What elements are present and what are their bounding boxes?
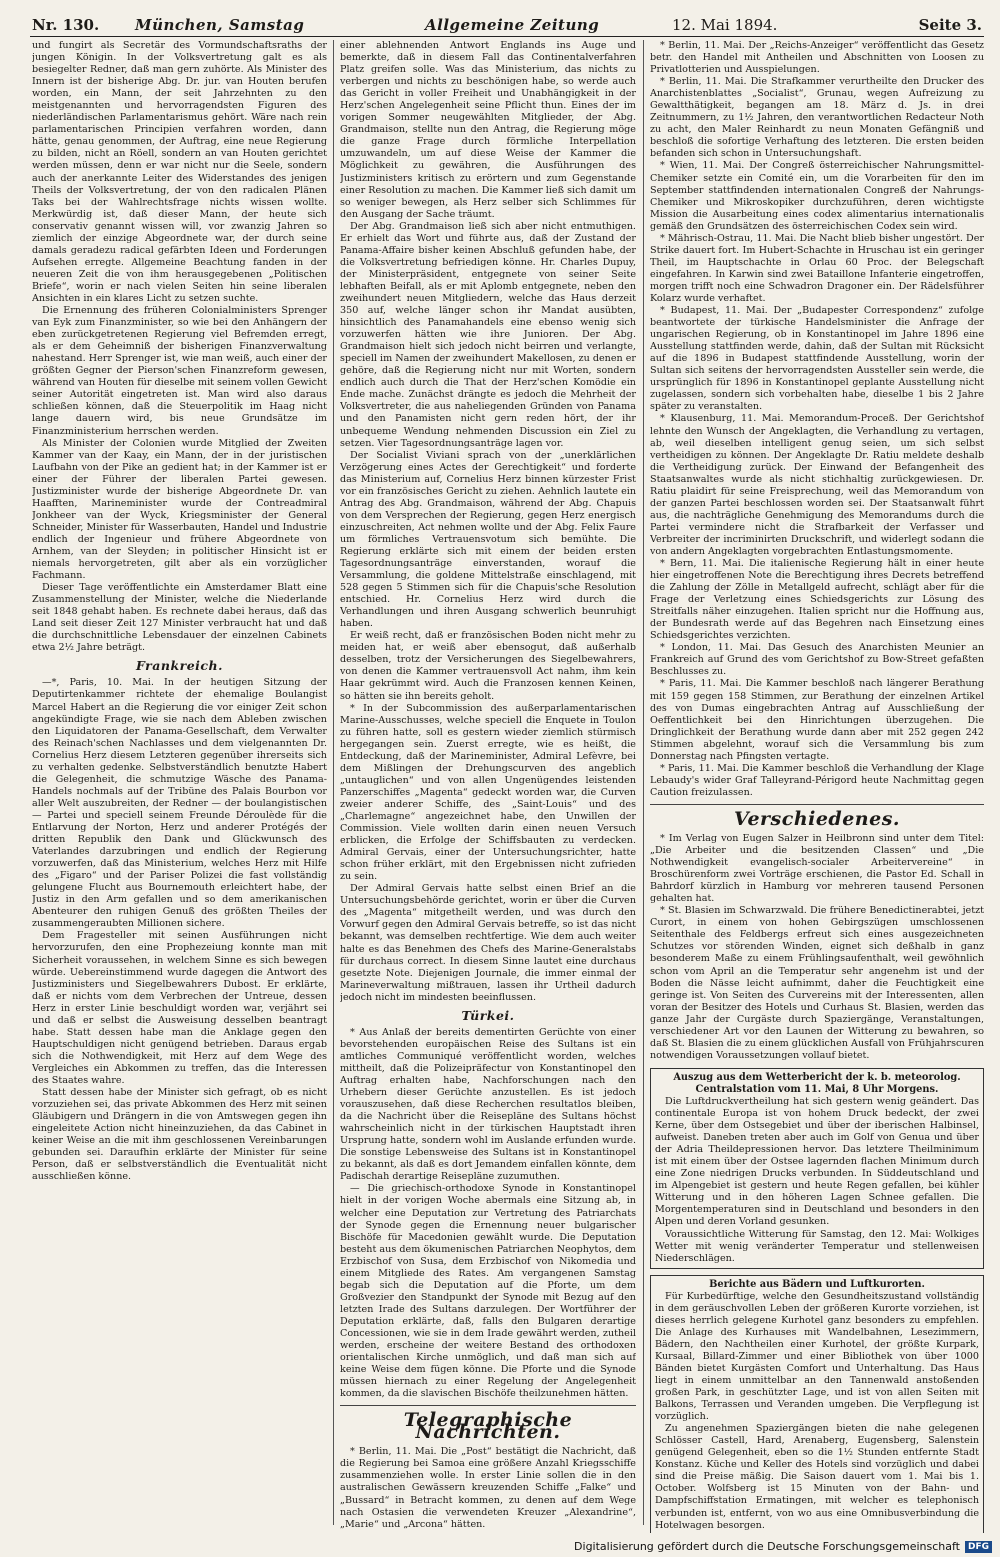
column-divider [333,40,334,1525]
page-number: Seite 3. [918,16,982,34]
article-paragraph: und fungirt als Secretär des Vormundschaftsraths der jungen Königin. In der Volksvertretung galt es als besiegelter Redner, daß man gern zuhörte. Als Minister des Innern ist der bisherige Abg. Dr. jur. van Houten berufen worden, ein Mann, der seit Jahrzehnten zu den meistgenannten und hervorragendsten Figuren des niederländischen Parlamentarismus gehört. Wäre nach rein parlamentarischen Principien verfahren worden, dann hätte, genau genommen, der Auftrag, eine neue Regierung zu bilden, nicht an Röell, sondern an van Houten gerichtet werden müssen, denn er war nicht nur die Seele, sondern auch der anerkannte Leiter des Widerstandes des jenigen Theils der Volksvertretung, der von den radicalen Plänen Taks bei der Wahlrechtsfrage nichts wissen wollte. Merkwürdig ist, daß dieser Mann, der heute sich conservativ genannt wissen will, vor zwanzig Jahren so ziemlich der einzige Abgeordnete war, der durch seine damals geradezu radical gefärbten Ideen und Forderungen Aufsehen erregte. Allgemeine Beachtung fanden in der neueren Zeit die von ihm herausgegebenen „Politischen Briefe“, worin er nach vielen Seiten hin seine liberalen Ansichten in ein klares Licht zu setzen suchte. [32,40,327,304]
weather-report-heading: Auszug aus dem Wetterbericht der k. b. meteorolog. Centralstation vom 11. Mai, 8 Uhr Morgens. [673,1071,961,1095]
section-heading-tuerkei: Türkei. [461,1007,515,1023]
article-paragraph: * In der Subcommission des außerparlamentarischen Marine-Ausschusses, welche speciell die Enquete in Toulon zu führen hatte, soll es gestern wieder ziemlich stürmisch hergegangen sein. Zuerst erregte, wie es heißt, die Entdeckung, daß der Marineminister, Admiral Lefèvre, bei dem Mißlingen der Drehungscurven des angeblich „untauglichen“ und von allen Ungenügendes leistenden Panzerschiffes „Magenta“ gedeckt worden war, die Curven zweier anderer Schiffe, des „Saint-Louis“ und des „Charlemagne“ angezeichnet habe, den Unwillen der Commission. Viele wollten darin einen neuen Versuch erblicken, die Erfolge der Schiffsbauten zu verdecken. Admiral Gervais, einer der Untersuchungsrichter, hatte schon früher erklärt, mit den Ergebnissen nicht zufrieden zu sein. [340,702,636,883]
telegram-item: * Bern, 11. Mai. Die italienische Regierung hält in einer heute hier eingetroffenen Note die Berechtigung ihres Decrets betreffend die Zahlung der Zölle in Metallgeld aufrecht, schlägt aber für die Frage der Verletzung eines Schiedsgerichts zur Lösung des Streitfalls näher einzugehen. Italien spricht nur die Hoffnung aus, der Bundesrath werde auf das Begehren nach Einsetzung eines Schiedsgerichtes verzichten. [650,558,984,642]
article-paragraph: Als Minister der Colonien wurde Mitglied der Zweiten Kammer van der Kaay, ein Mann, der in der juristischen Laufbahn von der Pike an gedient hat; in der Kammer ist er einer der Führer der liberalen Partei gewesen. Justizminister wurde der bisherige Abgeordnete Dr. van Haafften, Marineminister wurde der Contreadmiral Jonkheer van der Wyck, Kriegsminister der General Schneider, Minister für Wasserbauten, Handel und Industrie endlich der Ingenieur und frühere Abgeordnete von Arnhem, van der Sleyden; in politischer Hinsicht ist er niemals hervorgetreten, gilt aber als ein vorzüglicher Fachmann. [32,437,327,582]
place-day: München, Samstag [135,16,305,34]
masthead [30,14,984,37]
article-paragraph: * Im Verlag von Eugen Salzer in Heilbronn sind unter dem Titel: „Die Arbeiter und die besitzenden Classen“ und „Die Nothwendigkeit evangelisch-socialer Arbeitervereine“ in Broschürenform zwei Vorträge erschienen, die Pastor Ed. Schall in Bahrdorf kürzlich in Hamburg vor mehreren tausend Personen gehalten hat. [650,833,984,905]
section-rule [650,804,984,805]
telegram-item: * Budapest, 11. Mai. Der „Budapester Correspondenz“ zufolge beantwortete der türkische Handelsminister die Anfrage der ungarischen Regierung, ob in Konstantinopel im Jahre 1896 eine Ausstellung stattfinden werde, dahin, daß der Sultan mit Rücksicht auf die 1896 in Budapest stattfindende Ausstellung, worin der Sultan sich seitens der hervorragendsten Aussteller sein werde, die ursprünglich für 1896 in Konstantinopel geplante Ausstellung nicht zugelassen, sondern sich vorbehalten habe, dieselbe 1 bis 2 Jahre später zu veranstalten. [650,305,984,413]
dfg-logo: DFG [965,1541,992,1553]
issue-number: Nr. 130. [32,16,100,34]
article-paragraph: Statt dessen habe der Minister sich gefragt, ob es nicht vorzuziehen sei, das private Abkommen des Herz mit seinen Gläubigern und Drängern in die von Amtswegen gegen ihn eingeleitete Action nicht hineinzuziehen, da das Cabinet in keiner Weise an die mit ihm geschlossenen Vereinbarungen gebunden sei. Daraufhin erklärte der Minister für seine Person, daß er selbstverständlich die Eventualität nicht ausschließen könne. [32,1087,327,1183]
newspaper-title: Allgemeine Zeitung [425,16,600,34]
telegram-item: * Berlin, 11. Mai. Die Strafkammer verurtheilte den Drucker des Anarchistenblattes „Socialist“, Grunau, wegen Aufreizung zu Gewaltthätigkeit, begangen am 18. März d. Js. in drei Zeitnummern, zu 1½ Jahren, den verantwortlichen Redacteur Noth zu acht, den Maler Reinhardt zu neun Monaten Gefängniß und beschloß die sofortige Verhaftung des letzteren. Die ersten beiden befanden sich schon in Untersuchungshaft. [650,76,984,160]
weather-forecast-text: Voraussichtliche Witterung für Samstag, den 12. Mai: Wolkiges Wetter mit wenig veränderter Temperatur und stellenweisen Niederschlägen. [655,1228,979,1264]
spa-reports-heading: Berichte aus Bädern und Luftkurorten. [709,1278,925,1290]
article-paragraph: Dem Fragesteller mit seinen Ausführungen nicht hervorzurufen, den eine Prophezeiung konnte man mit Sicherheit voraussehen, in welchem Sinne es sich bewegen würde. Uebereinstimmend wurde dagegen die Antwort des Justizministers und Siegelbewahrers Dubost. Er erklärte, daß er nichts vom dem Verbrechen der Untreue, dessen Herz in erster Linie beschuldigt worden war, verjährt sei und daß er selbst die Ausweisung desselben beantragt habe. Statt dessen habe man die Anklage gegen den Hauptschuldigen nicht genügend betrieben. Daraus ergab sich die Nothwendigkeit, mit Herz auf dem Wege des Vergleiches ein Abkommen zu treffen, das die Interessen des Staates wahre. [32,930,327,1086]
article-paragraph: Er weiß recht, daß er französischen Boden nicht mehr zu meiden hat, er weiß aber ebensogut, daß außerhalb desselben, trotz der Versicherungen des Siegelbewahrers, von denen die Kammer vertrauensvoll Act nahm, ihm kein Haar gekrümmt wird. Auch die Franzosen kennen Keinen, so hätten sie ihn bereits geholt. [340,630,636,702]
article-paragraph: einer ablehnenden Antwort Englands ins Auge und bemerkte, daß in diesem Fall das Continentalverfahren Platz greifen solle. Was das Ministerium, das nichts zu verbergen und nichts zu beschönigen habe, so werde auch das Gericht in voller Freiheit und Unabhängigkeit in der Herz'schen Angelegenheit seine Pflicht thun. Eines der im vorigen Sommer neugewählten Mitglieder, der Abg. Grandmaison, stellte nun den Antrag, die Regierung möge die ganze Frage durch förmliche Interpellation umzuwandeln, um auf diese Weise der Kammer die Möglichkeit zu gewähren, die Ausführungen des Justizministers kritisch zu erörtern und zum Gegenstande einer Resolution zu machen. Die Kammer ließ sich damit um so weniger bewegen, als Herz selber sich Schlimmes für den Ausgang der Sache träumt. [340,40,636,220]
digitization-credit: Digitalisierung gefördert durch die Deutsche Forschungsgemeinschaft [574,1540,960,1553]
section-heading-telegraphische-nachrichten: Telegraphische Nachrichten. [403,1409,573,1444]
weather-report-box [650,1068,984,1269]
column-3 [650,40,984,1533]
telegram-item: * Mährisch-Ostrau, 11. Mai. Die Nacht blieb bisher ungestört. Der Strike dauert fort. Im Hubert-Schachte in Hruschau ist ein geringer Theil, im Hauptschachte in Orlau 60 Proc. der Belegschaft eingefahren. In Karwin sind zwei Bataillone Infanterie eingetroffen, morgen trifft noch eine Schwadron Dragoner ein. Der Rädelsführer Kolarz wurde verhaftet. [650,232,984,304]
article-paragraph: — Die griechisch-orthodoxe Synode in Konstantinopel hielt in der vorigen Woche abermals eine Sitzung ab, in welcher eine Deputation zur Vertretung des Patriarchats der Synode gegen die Ernennung neuer bulgarischer Bischöfe für Macedonien gewählt wurde. Die Deputation besteht aus dem ökumenischen Patriarchen Neophytos, dem Erzbischof von Susa, dem Erzbischof von Nikomedia und einem Mitgliede des Rates. Am vergangenen Samstag begab sich die Deputation auf die Pforte, um dem Großvezier den Standpunkt der Synode mit Bezug auf den letzten Irade des Sultans darzulegen. Der Wortführer der Deputation erklärte, daß, falls den Bulgaren derartige Concessionen, wie sie in dem Irade gewährt werden, zutheil werden, erscheine der weitere Bestand des orthodoxen orientalischen Kirche unmöglich, und daß man sich auf keine Weise dem fügen könne. Die Pforte und die Synode müssen hiernach zu einer Regelung der Angelegenheit kommen, da die slavischen Bischöfe theilzunehmen hätten. [340,1183,636,1400]
spa-reports-text: Für Kurbedürftige, welche den Gesundheitszustand vollständig in dem geräuschvollen Leben der größeren Kurorte vorziehen, ist dieses herrlich gelegene Kurhotel ganz besonders zu empfehlen. Die Anlage des Kurhauses mit Wandelbahnen, Lesezimmern, Bädern, den Nachtheilen einer Kurhotel, der größte Kurpark, Kursaal, Billard-Zimmer und einer Bibliothek von über 1000 Bänden bietet Kurgästen Comfort und Unterhaltung. Das Haus liegt in einem unmittelbar an den Tannenwald anstoßenden großen Park, in geschützter Lage, und ist von allen Seiten mit Balkons, Terrassen und Veranden umgeben. Die Verpflegung ist vorzüglich. [655,1290,979,1423]
article-paragraph: —*, Paris, 10. Mai. In der heutigen Sitzung der Deputirtenkammer richtete der ehemalige Boulangist Marcel Habert an die Regierung die vor einiger Zeit schon angekündigte Frage, wie sie nach dem Ableben zwischen den Liquidatoren der Panama-Gesellschaft, dem Verwalter des Reinach'schen Nachlasses und dem vielgenannten Dr. Cornelius Herz diesem Letzteren gegenüber ihrerseits sich zu verhalten gedenke. Selbstverständlich benutzte Habert die Gelegenheit, die schmutzige Wäsche des Panama-Handels nochmals auf der Tribüne des Palais Bourbon vor aller Welt auszubreiten, der Redner — der boulangistischen — Partei und speciell seinem Freunde Déroulède für die Entlarvung der Norton, Herz und anderer Protégés der dritten Republik den Dank und Glückwunsch des Vaterlandes darzubringen und endlich der Regierung vorzuwerfen, daß das Ministerium, welches Herz mit Hilfe des „Figaro“ und der Pariser Polizei die fast vollständig gelungene Flucht aus Bournemouth erleichtert habe, der Justiz in den Arm gefallen und so dem amerikanischen Abenteurer den ruhigen Genuß des größten Theiles der zusammengeraubten Millionen sichere. [32,677,327,930]
section-heading-verschiedenes: Verschiedenes. [733,807,901,830]
spa-reports-text: Zu angenehmen Spaziergängen bieten die nahe gelegenen Schlösser Castell, Hard, Arenaberg, Eugensberg, Salenstein genügend Gelegenheit, eben so die 1½ Stunden entfernte Stadt Konstanz. Küche und Keller des Hotels sind vorzüglich und dabei sind die Preise mäßig. Die Saison dauert vom 1. Mai bis 1. October. Wolfsberg ist 15 Minuten von der Bahn- und Dampfschiffstation Ermatingen, mit welcher es telephonisch verbunden ist, entfernt, von wo aus eine Omnibusverbindung die Hotelwagen besorgen. [655,1423,979,1531]
section-rule [340,1405,636,1406]
column-1 [32,40,327,1533]
article-paragraph: * St. Blasien im Schwarzwald. Die frühere Benedictinerabtei, jetzt Curort, in einem von hohen Gebirgszügen umschlossenen Seitenthale des Feldbergs erfreut sich eines ausgezeichneten Schutzes vor störenden Winden, eignet sich deßhalb in ganz besonderem Maße zu einem Frühlingsaufenthalt, weil gewöhnlich schon vom April an die Temperatur sehr angenehm ist und der Boden die Nässe leicht aufnimmt, daher die Feuchtigkeit eine geringe ist. Von Seiten des Curvereins mit der Interessenten, allen voran der Besitzer des Hotels und Curhaus St. Blasien, werden das ganze Jahr der Curgäste durch Spaziergänge, Veranstaltungen, verschiedener Art vor den Launen der Witterung zu bewahren, so daß St. Blasien die zu einem glücklichen Ausfall von Frühjahrscuren notwendigen Voraussetzungen vollauf bietet. [650,905,984,1061]
telegram-item: * Paris, 11. Mai. Die Kammer beschloß die Verhandlung der Klage Lebaudy's wider Graf Talleyrand-Périgord heute Nachmittag gegen Caution freizulassen. [650,762,984,798]
telegram-item: * Berlin, 11. Mai. Der „Reichs-Anzeiger“ veröffentlicht das Gesetz betr. den Handel mit Antheilen und Abschnitten von Loosen zu Privatlotterien und Ausspielungen. [650,40,984,76]
telegram-item: * Paris, 11. Mai. Die Kammer beschloß nach längerer Berathung mit 159 gegen 158 Stimmen, zur Berathung der einzelnen Artikel des von Dumas eingebrachten Antrag auf Ausschließung der Oeffentlichkeit bei den Hinrichtungen überzugehen. Die Dringlichkeit der Berathung wurde dann aber mit 252 gegen 242 Stimmen abgelehnt, worauf sich die Versammlung bis zum Donnerstag nach Pfingsten vertagte. [650,678,984,762]
article-paragraph: Der Abg. Grandmaison ließ sich aber nicht entmuthigen. Er erhielt das Wort und führte aus, daß der Zustand der Panama-Affaire bisher keinen Abschluß gefunden habe, der die Volksvertretung befriedigen könne. Hr. Charles Dupuy, der Ministerpräsident, entgegnete von seiner Seite lebhaften Beifall, als er mit Aplomb entgegnete, neben den zweihundert neuen Mitgliedern, welche das Haus derzeit 350 auf, welche länger schon ihr Mandat ausübten, hinsichtlich des Panamahandels eine ebenso wenig sich vorzuwerfen hätten wie ihre Junioren. Der Abg. Grandmaison hielt sich jedoch nicht beirren und verlangte, speciell im Namen der zweihundert Makellosen, zu denen er gehöre, daß die Regierung nicht nur mit Worten, sondern endlich auch durch die That der Herz'schen Komödie ein Ende mache. Zunächst drängte es jedoch die Mehrheit der Volksvertreter, die aus naheliegenden Gründen von Panama und den Panamisten nicht gern reden hört, der ihr unbequeme Wendung nehmenden Discussion ein Ziel zu setzen. Vier Tagesordnungsanträge lagen vor. [340,220,636,449]
article-paragraph: Der Admiral Gervais hatte selbst einen Brief an die Untersuchungsbehörde gerichtet, worin er über die Curven des „Magenta“ mitgetheilt werden, und was durch den Vorwurf gegen den Admiral Gervais betreffe, so ist das nicht bekannt, was demselben rechtfertige. Wie dem auch weiter halte es das Benehmen des Chefs des Marine-Generalstabs für durchaus correct. In diesem Sinne lautet eine durchaus gesetzte Note. Diejenigen Journale, die immer einmal der Marineverwaltung mißtrauen, lassen ihr Urtheil dadurch jedoch nicht im mindesten beeinflussen. [340,883,636,1003]
telegram-item: * Klausenburg, 11. Mai. Memorandum-Proceß. Der Gerichtshof lehnte den Wunsch der Angeklagten, die Verhandlung zu vertagen, ab, weil dieselben intelligent genug seien, um sich selbst vertheidigen zu können. Der Angeklagte Dr. Ratiu meldete deshalb die Vertheidigung zurück. Der Einwand der Befangenheit des Staatsanwaltes wurde als nicht stichhaltig zurückgewiesen. Dr. Ratiu plaidirt für seine Freisprechung, weil das Memorandum von der ganzen Partei beschlossen worden sei. Der Staatsanwalt führt aus, die nachträgliche Genehmigung des Memorandums durch die Partei vermindere nicht die Strafbarkeit der Verfasser und Verbreiter der incriminirten Druckschrift, und widerlegt sodann die von andern Angeklagten vorgebrachten Entlastungsmomente. [650,413,984,557]
section-heading-frankreich: Frankreich. [136,658,223,674]
spa-reports-box [650,1275,984,1533]
telegram-item: * London, 11. Mai. Das Gesuch des Anarchisten Meunier an Frankreich auf Grund des vom Gerichtshof zu Bow-Street gefaßten Beschlusses zu. [650,642,984,678]
weather-report-text: Die Luftdruckvertheilung hat sich gestern wenig geändert. Das continentale Europa ist von hohem Druck bedeckt, der zwei Kerne, über dem Ostsegebiet und über der iberischen Halbinsel, aufweist. Daneben treten aber auch im Golf von Genua und über der Adria Theildepressionen hervor. Das letztere Theilminimum ist mit einem über der Ostsee lagernden flachen Minimum durch eine Zone niedrigen Drucks verbunden. In Süddeutschland und im Alpengebiet ist gestern und heute Regen gefallen, bei kühler Witterung und in den höheren Lagen Schnee gefallen. Die Morgentemperaturen sind in Deutschland und besonders in den Alpen und deren Vorland gesunken. [655,1095,979,1228]
telegram-item: * Wien, 11. Mai. Der Congreß österreichischer Nahrungsmittel-Chemiker setzte ein Comité ein, um die Vorarbeiten für den im September stattfindenden internationalen Congreß der Nahrungs-Chemiker und Mikroskopiker durchzuführen, deren wichtigste Mission die Ausarbeitung eines codex alimentarius internationalis gemäß den Grundsätzen des österreichischen Codex sein wird. [650,160,984,232]
digitization-footer [574,1540,992,1553]
article-paragraph: * Berlin, 11. Mai. Die „Post“ bestätigt die Nachricht, daß die Regierung bei Samoa eine größere Anzahl Kriegsschiffe zusammenziehen wolle. In erster Linie sollen die in den australischen Gewässern kreuzenden Schiffe „Falke“ und „Bussard“ in Betracht kommen, zu denen auf dem Wege nach Ostasien die verwendeten Kreuzer „Alexandrine“, „Marie“ und „Arcona“ hätten. [340,1446,636,1530]
article-paragraph: Die Ernennung des früheren Colonialministers Sprenger van Eyk zum Finanzminister, so wie bei den Anhängern der eben zurückgetretenen Regierung viel Befremden erregt, als er dem Geheimniß der bisherigen Finanzverwaltung nahestand. Herr Sprenger ist, wie man weiß, auch einer der größten Gegner der Pierson'schen Finanzreform gewesen, während van Houten für dieselbe mit seinem vollen Gewicht seiner Autorität eingetreten ist. Man wird also daraus schließen können, daß die Steuerpolitik im Haag nicht lange dauern wird, bis neue Grundsätze im Finanzministerium herrschen werden. [32,305,327,437]
column-divider [643,40,644,1525]
issue-date: 12. Mai 1894. [672,16,778,34]
article-paragraph: Dieser Tage veröffentlichte ein Amsterdamer Blatt eine Zusammenstellung der Minister, welche die Niederlande seit 1848 gehabt haben. Es rechnete dabei heraus, daß das Land seit dieser Zeit 127 Minister verbraucht hat und daß die durchschnittliche Lebensdauer der einzelnen Cabinets etwa 2½ Jahre beträgt. [32,582,327,654]
article-paragraph: Der Socialist Viviani sprach von der „unerklärlichen Verzögerung eines Actes der Gerechtigkeit“ und forderte das Ministerium auf, Cornelius Herz binnen kürzester Frist vor ein französisches Gericht zu ziehen. Aehnlich lautete ein Antrag des Abg. Grandmaison, während der Abg. Chapuis von dem Versprechen der Regierung, gegen Herz energisch einzuschreiten, Act nehmen wollte und der Abg. Felix Faure um förmliches Vertrauensvotum sich bemühte. Die Regierung erklärte sich mit einem der beiden ersten Tagesordnungsanträge einverstanden, worauf die Versammlung, die goldene Mittelstraße einschlagend, mit 528 gegen 5 Stimmen sich für die Chapuis'sche Resolution entschied. Hr. Cornelius Herz wird durch die Verhandlungen und ihren Ausgang schwerlich beunruhigt haben. [340,449,636,630]
column-2 [340,40,636,1533]
article-paragraph: * Aus Anlaß der bereits dementirten Gerüchte von einer bevorstehenden europäischen Reise des Sultans ist ein amtliches Communiqué veröffentlicht worden, welches mittheilt, daß die Polizeipräfectur von Konstantinopel den Auftrag erhalten habe, Nachforschungen nach den Urhebern dieser Gerüchte anzustellen. Es ist jedoch vorauszusehen, daß diese Recherchen resultatlos bleiben, da die Nachricht über die Reisepläne des Sultans höchst wahrscheinlich nicht in der türkischen Hauptstadt ihren Ursprung hatte, sondern wohl im Auslande erfunden wurde. Die sonstige Lebensweise des Sultans ist in Konstantinopel zu bekannt, als daß es dort Jemandem einfallen könnte, dem Padischah derartige Reisepläne zuzumuthen. [340,1026,636,1183]
